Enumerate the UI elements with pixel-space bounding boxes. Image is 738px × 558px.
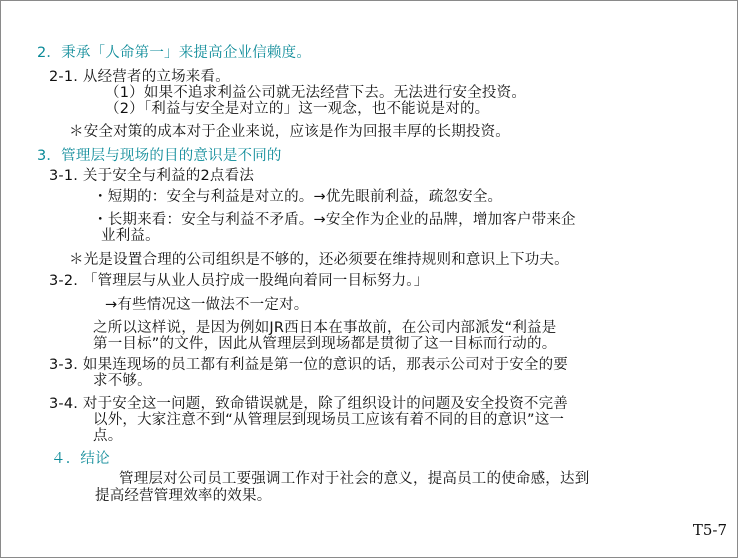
item-3-3: 3-3. 如果连现场的员工都有利益是第一位的意识的话，那表示公司对于安全的要 — [49, 357, 568, 373]
section-2-heading: 2．秉承「人命第一」来提高企业信赖度。 — [37, 45, 312, 61]
page-number: T5-7 — [692, 521, 727, 539]
item-3-1: 3-1. 关于安全与利益的2点看法 — [49, 168, 255, 184]
item-3-4-cont-2: 点。 — [93, 428, 123, 444]
conclusion-text-cont: 提高经营管理效率的效果。 — [95, 488, 272, 504]
item-2-1: 2-1. 从经营者的立场来看。 — [49, 69, 230, 85]
bullet-long-term: ・长期来看：安全与利益不矛盾。→安全作为企业的品牌，增加客户带来企 — [93, 212, 576, 228]
item-3-4-cont: 以外，大家注意不到“从管理层到现场员工应该有着不同的目的意识”这一 — [93, 412, 565, 428]
item-3-2-reason: 之所以这样说，是因为例如JR西日本在事故前，在公司内部派发“利益是 — [93, 320, 557, 336]
conclusion-text: 管理层对公司员工要强调工作对于社会的意义，提高员工的使命感，达到 — [119, 471, 590, 487]
item-3-4: 3-4. 对于安全这一问题，致命错误就是，除了组织设计的问题及安全投资不完善 — [49, 396, 568, 412]
item-3-2: 3-2. 「管理层与从业人员拧成一股绳向着同一目标努力。」 — [49, 273, 429, 289]
item-2-1-point-2: （2）「利益与安全是对立的」这一观念，也不能说是对的。 — [105, 101, 490, 117]
note-cost: ＊安全对策的成本对于企业来说，应该是作为回报丰厚的长期投资。 — [69, 124, 510, 140]
item-3-3-cont: 求不够。 — [93, 373, 152, 389]
item-2-1-point-1: （1）如果不追求利益公司就无法经营下去。无法进行安全投资。 — [105, 85, 527, 101]
item-3-2-reason-cont: 第一目标”的文件，因此从管理层到现场都是贯彻了这一目标而行动的。 — [93, 336, 557, 352]
bullet-short-term: ・短期的：安全与利益是对立的。→优先眼前利益，疏忽安全。 — [93, 189, 503, 205]
bullet-long-term-cont: 业利益。 — [101, 228, 160, 244]
note-organization: ＊光是设置合理的公司组织是不够的，还必须要在维持规则和意识上下功夫。 — [69, 252, 569, 268]
item-3-2-arrow: →有些情况这一做法不一定对。 — [105, 297, 309, 313]
section-3-heading: 3．管理层与现场的目的意识是不同的 — [37, 148, 282, 164]
section-4-heading: ４．结论 — [51, 451, 110, 467]
